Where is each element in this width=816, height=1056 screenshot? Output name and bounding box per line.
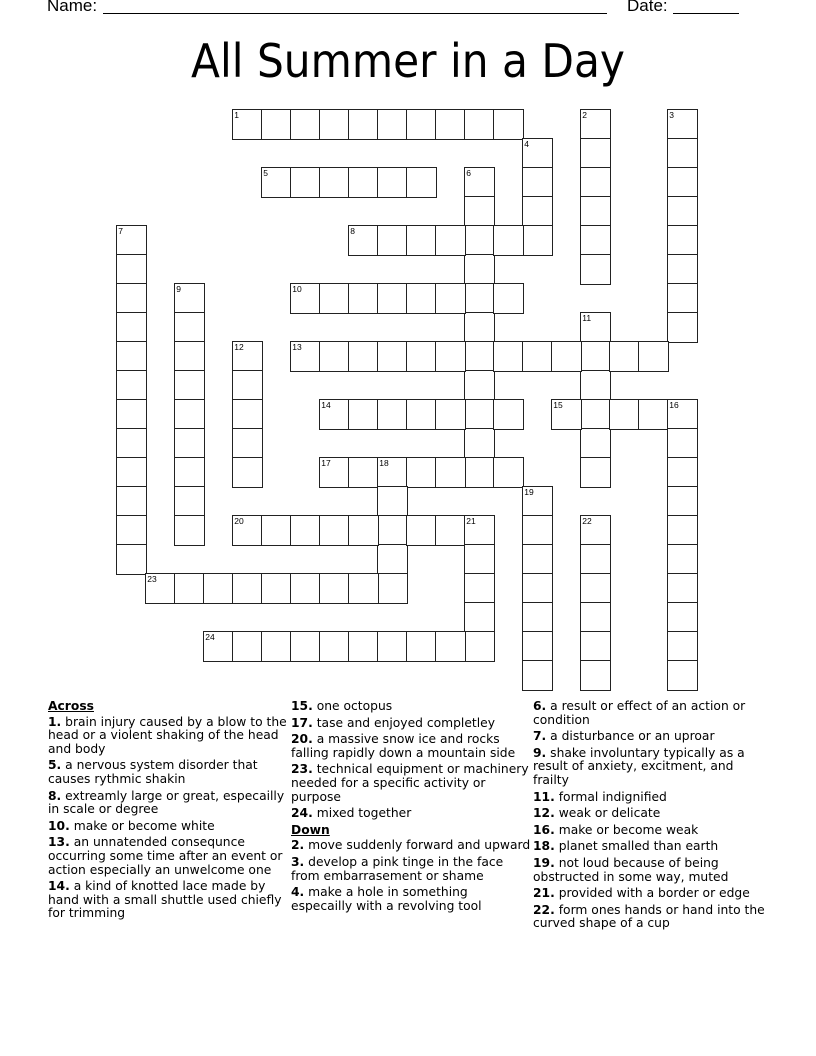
grid-cell[interactable] — [174, 312, 205, 343]
cell-number: 21 — [466, 516, 476, 527]
grid-cell[interactable] — [232, 341, 263, 372]
clue-across-15: 15. one octopus — [291, 699, 393, 713]
grid-cell[interactable] — [348, 225, 379, 256]
grid-cell[interactable] — [290, 167, 321, 198]
grid-cell[interactable] — [261, 109, 292, 140]
grid-cell[interactable] — [377, 573, 408, 604]
grid-cell[interactable] — [580, 196, 611, 227]
clue-across-23: 23. technical equipment or machinery needed for a specific activity or purpose — [291, 762, 529, 804]
grid-cell[interactable] — [232, 631, 263, 662]
grid-cell[interactable] — [464, 341, 495, 372]
grid-cell[interactable] — [667, 225, 698, 256]
cell-number: 3 — [669, 110, 674, 121]
cell-number: 7 — [118, 226, 123, 237]
grid-cell[interactable] — [232, 109, 263, 140]
grid-cell[interactable] — [377, 544, 408, 575]
clue-across-8: 8. extreamly large or great, especailly in scale or degree — [48, 788, 285, 817]
grid-cell[interactable] — [667, 544, 698, 575]
grid-cell[interactable] — [435, 399, 466, 430]
grid-cell[interactable] — [551, 399, 582, 430]
down-heading: Down — [291, 822, 330, 837]
cell-number: 10 — [292, 284, 302, 295]
grid-cell[interactable] — [174, 486, 205, 517]
grid-cell[interactable] — [319, 573, 350, 604]
clue-down-21: 21. provided with a border or edge — [533, 886, 750, 901]
clue-down-16: 16. make or become weak — [533, 822, 699, 837]
clue-across-5: 5. a nervous system disorder that causes rythmic shakin — [48, 758, 258, 786]
cell-number: 11 — [582, 313, 592, 324]
grid-cell[interactable] — [377, 515, 408, 546]
grid-cell[interactable] — [116, 428, 147, 459]
grid-cell[interactable] — [435, 457, 466, 488]
grid-cell[interactable] — [319, 631, 350, 662]
cell-number: 4 — [524, 139, 529, 150]
grid-cell[interactable] — [522, 602, 553, 633]
grid-cell[interactable] — [667, 283, 698, 314]
grid-cell[interactable] — [348, 109, 379, 140]
grid-cell[interactable] — [290, 283, 321, 314]
grid-cell[interactable] — [290, 573, 321, 604]
grid-cell[interactable] — [580, 457, 611, 488]
grid-cell[interactable] — [435, 631, 466, 662]
grid-cell[interactable] — [290, 341, 321, 372]
worksheet-header — [47, 0, 767, 20]
grid-cell[interactable] — [667, 602, 698, 633]
grid-cell[interactable] — [348, 341, 379, 372]
grid-cell[interactable] — [667, 660, 698, 691]
grid-cell[interactable] — [464, 370, 495, 401]
cell-number: 23 — [147, 574, 157, 585]
grid-cell[interactable] — [377, 399, 408, 430]
grid-cell[interactable] — [551, 341, 582, 372]
clues-column-2 — [291, 700, 531, 916]
grid-cell[interactable] — [116, 544, 147, 575]
grid-cell[interactable] — [232, 399, 263, 430]
cell-number: 17 — [321, 458, 331, 469]
grid-cell[interactable] — [493, 225, 524, 256]
grid-cell[interactable] — [493, 399, 524, 430]
grid-cell[interactable] — [464, 631, 495, 662]
grid-cell[interactable] — [406, 457, 437, 488]
grid-cell[interactable] — [522, 341, 553, 372]
grid-cell[interactable] — [464, 602, 495, 633]
grid-cell[interactable] — [464, 428, 495, 459]
grid-cell[interactable] — [377, 631, 408, 662]
grid-cell[interactable] — [580, 602, 611, 633]
cell-number: 6 — [466, 168, 471, 179]
cell-number: 2 — [582, 110, 587, 121]
grid-cell[interactable] — [232, 457, 263, 488]
grid-cell[interactable] — [580, 370, 611, 401]
grid-cell[interactable] — [377, 225, 408, 256]
clues-column-1 — [48, 700, 288, 924]
grid-cell[interactable] — [319, 399, 350, 430]
grid-cell[interactable] — [522, 631, 553, 662]
clue-down-11: 11. formal indignified — [533, 789, 667, 804]
grid-cell[interactable] — [522, 167, 553, 198]
grid-cell[interactable] — [580, 515, 611, 546]
cell-number: 14 — [321, 400, 331, 411]
grid-cell[interactable] — [145, 573, 176, 604]
across-heading: Across — [48, 699, 94, 713]
grid-cell[interactable] — [319, 457, 350, 488]
grid-cell[interactable] — [348, 457, 379, 488]
grid-cell[interactable] — [580, 312, 611, 343]
clue-across-17: 17. tase and enjoyed completley — [291, 715, 495, 730]
grid-cell[interactable] — [116, 225, 147, 256]
grid-cell[interactable] — [174, 341, 205, 372]
grid-cell[interactable] — [464, 225, 495, 256]
grid-cell[interactable] — [174, 573, 205, 604]
grid-cell[interactable] — [435, 341, 466, 372]
cell-number: 18 — [379, 458, 389, 469]
grid-cell[interactable] — [667, 631, 698, 662]
name-field[interactable] — [103, 13, 607, 14]
grid-cell[interactable] — [406, 225, 437, 256]
page-title: All Summer in a Day — [191, 34, 625, 88]
grid-cell[interactable] — [522, 515, 553, 546]
grid-cell[interactable] — [232, 573, 263, 604]
grid-cell[interactable] — [580, 254, 611, 285]
grid-cell[interactable] — [609, 399, 640, 430]
clue-down-22: 22. form ones hands or hand into the curved shape of a cup — [533, 902, 765, 931]
grid-cell[interactable] — [580, 399, 611, 430]
grid-cell[interactable] — [203, 573, 234, 604]
grid-cell[interactable] — [667, 254, 698, 285]
cell-number: 5 — [263, 168, 268, 179]
cell-number: 20 — [234, 516, 244, 527]
grid-cell[interactable] — [464, 573, 495, 604]
grid-cell[interactable] — [464, 254, 495, 285]
grid-cell[interactable] — [232, 515, 263, 546]
grid-cell[interactable] — [116, 312, 147, 343]
cell-number: 16 — [669, 400, 679, 411]
grid-cell[interactable] — [493, 283, 524, 314]
grid-cell[interactable] — [377, 457, 408, 488]
grid-cell[interactable] — [174, 428, 205, 459]
grid-cell[interactable] — [667, 196, 698, 227]
grid-cell[interactable] — [174, 399, 205, 430]
date-label: Date: — [627, 0, 668, 15]
grid-cell[interactable] — [464, 544, 495, 575]
grid-cell[interactable] — [174, 457, 205, 488]
grid-cell[interactable] — [522, 486, 553, 517]
clue-down-18: 18. planet smalled than earth — [533, 839, 719, 854]
grid-cell[interactable] — [435, 225, 466, 256]
grid-cell[interactable] — [377, 167, 408, 198]
clue-down-3: 3. develop a pink tinge in the face from embarrasement or shame — [291, 854, 504, 883]
grid-cell[interactable] — [435, 283, 466, 314]
grid-cell[interactable] — [174, 283, 205, 314]
grid-cell[interactable] — [667, 457, 698, 488]
grid-cell[interactable] — [261, 573, 292, 604]
cell-number: 8 — [350, 226, 355, 237]
clue-down-19: 19. not loud because of being obstructed in some way, muted — [533, 855, 729, 884]
grid-cell[interactable] — [319, 167, 350, 198]
clue-down-9: 9. shake involuntary typically as a result of anxiety, excitment, and frailty — [533, 745, 745, 787]
grid-cell[interactable] — [580, 544, 611, 575]
grid-cell[interactable] — [261, 631, 292, 662]
grid-cell[interactable] — [406, 515, 437, 546]
clue-down-12: 12. weak or delicate — [533, 806, 661, 821]
clue-down-7: 7. a disturbance or an uproar — [533, 729, 715, 744]
grid-cell[interactable] — [261, 515, 292, 546]
grid-cell[interactable] — [667, 399, 698, 430]
grid-cell[interactable] — [464, 457, 495, 488]
clue-across-24: 24. mixed together — [291, 806, 412, 821]
grid-cell[interactable] — [667, 486, 698, 517]
grid-cell[interactable] — [667, 573, 698, 604]
grid-cell[interactable] — [580, 631, 611, 662]
grid-cell[interactable] — [522, 660, 553, 691]
grid-cell[interactable] — [667, 109, 698, 140]
grid-cell[interactable] — [116, 399, 147, 430]
grid-cell[interactable] — [406, 399, 437, 430]
grid-cell[interactable] — [580, 341, 611, 372]
grid-cell[interactable] — [464, 312, 495, 343]
grid-cell[interactable] — [290, 631, 321, 662]
grid-cell[interactable] — [290, 515, 321, 546]
cell-number: 13 — [292, 342, 302, 353]
grid-cell[interactable] — [667, 515, 698, 546]
grid-cell[interactable] — [667, 167, 698, 198]
grid-cell[interactable] — [348, 631, 379, 662]
cell-number: 12 — [234, 342, 244, 353]
grid-cell[interactable] — [493, 341, 524, 372]
grid-cell[interactable] — [522, 573, 553, 604]
grid-cell[interactable] — [522, 196, 553, 227]
cell-number: 19 — [524, 487, 534, 498]
grid-cell[interactable] — [580, 109, 611, 140]
grid-cell[interactable] — [232, 428, 263, 459]
grid-cell[interactable] — [174, 370, 205, 401]
grid-cell[interactable] — [406, 109, 437, 140]
clue-down-2: 2. move suddenly forward and upward — [291, 838, 531, 853]
grid-cell[interactable] — [174, 515, 205, 546]
grid-cell[interactable] — [348, 573, 379, 604]
grid-cell[interactable] — [116, 370, 147, 401]
crossword-grid — [117, 110, 717, 700]
grid-cell[interactable] — [464, 515, 495, 546]
clue-across-14: 14. a kind of knotted lace made by hand with a small shuttle used chiefly for trimming — [48, 879, 282, 921]
grid-cell[interactable] — [580, 573, 611, 604]
grid-cell[interactable] — [348, 399, 379, 430]
clue-down-6: 6. a result or effect of an action or condition — [533, 699, 746, 727]
cell-number: 15 — [553, 400, 563, 411]
grid-cell[interactable] — [609, 341, 640, 372]
grid-cell[interactable] — [464, 109, 495, 140]
grid-cell[interactable] — [667, 312, 698, 343]
grid-cell[interactable] — [203, 631, 234, 662]
grid-cell[interactable] — [116, 283, 147, 314]
clue-across-1: 1. brain injury caused by a blow to the head or a violent shaking of the head and body — [48, 714, 287, 756]
clues-column-3 — [533, 700, 773, 934]
grid-cell[interactable] — [406, 167, 437, 198]
cell-number: 1 — [234, 110, 239, 121]
grid-cell[interactable] — [406, 631, 437, 662]
grid-cell[interactable] — [435, 515, 466, 546]
grid-cell[interactable] — [464, 167, 495, 198]
grid-cell[interactable] — [580, 167, 611, 198]
grid-cell[interactable] — [667, 138, 698, 169]
grid-cell[interactable] — [493, 457, 524, 488]
clue-across-10: 10. make or become white — [48, 818, 215, 833]
clue-across-20: 20. a massive snow ice and rocks falling rapidly down a mountain side — [291, 732, 516, 760]
date-field[interactable] — [673, 13, 739, 14]
grid-cell[interactable] — [319, 283, 350, 314]
grid-cell[interactable] — [377, 341, 408, 372]
grid-cell[interactable] — [116, 254, 147, 285]
grid-cell[interactable] — [116, 341, 147, 372]
clue-down-4: 4. make a hole in something especailly with a revolving tool — [291, 885, 482, 913]
grid-cell[interactable] — [348, 167, 379, 198]
grid-cell[interactable] — [377, 486, 408, 517]
grid-cell[interactable] — [348, 515, 379, 546]
grid-cell[interactable] — [319, 515, 350, 546]
grid-cell[interactable] — [638, 341, 669, 372]
grid-cell[interactable] — [580, 138, 611, 169]
grid-cell[interactable] — [522, 225, 553, 256]
grid-cell[interactable] — [116, 515, 147, 546]
grid-cell[interactable] — [464, 399, 495, 430]
grid-cell[interactable] — [580, 660, 611, 691]
grid-cell[interactable] — [319, 341, 350, 372]
grid-cell[interactable] — [667, 428, 698, 459]
grid-cell[interactable] — [580, 428, 611, 459]
grid-cell[interactable] — [522, 544, 553, 575]
cell-number: 22 — [582, 516, 592, 527]
grid-cell[interactable] — [261, 167, 292, 198]
grid-cell[interactable] — [580, 225, 611, 256]
grid-cell[interactable] — [116, 486, 147, 517]
grid-cell[interactable] — [319, 109, 350, 140]
grid-cell[interactable] — [435, 109, 466, 140]
grid-cell[interactable] — [348, 283, 379, 314]
grid-cell[interactable] — [638, 399, 669, 430]
grid-cell[interactable] — [377, 283, 408, 314]
grid-cell[interactable] — [406, 341, 437, 372]
grid-cell[interactable] — [290, 109, 321, 140]
grid-cell[interactable] — [522, 138, 553, 169]
grid-cell[interactable] — [464, 196, 495, 227]
clue-across-13: 13. an unnatended consequnce occurring some time after an event or action especially an unwelcome one — [48, 835, 283, 877]
grid-cell[interactable] — [464, 283, 495, 314]
name-label: Name: — [47, 0, 98, 15]
grid-cell[interactable] — [377, 109, 408, 140]
cell-number: 24 — [205, 632, 215, 643]
cell-number: 9 — [176, 284, 181, 295]
grid-cell[interactable] — [406, 283, 437, 314]
grid-cell[interactable] — [232, 370, 263, 401]
grid-cell[interactable] — [493, 109, 524, 140]
grid-cell[interactable] — [116, 457, 147, 488]
